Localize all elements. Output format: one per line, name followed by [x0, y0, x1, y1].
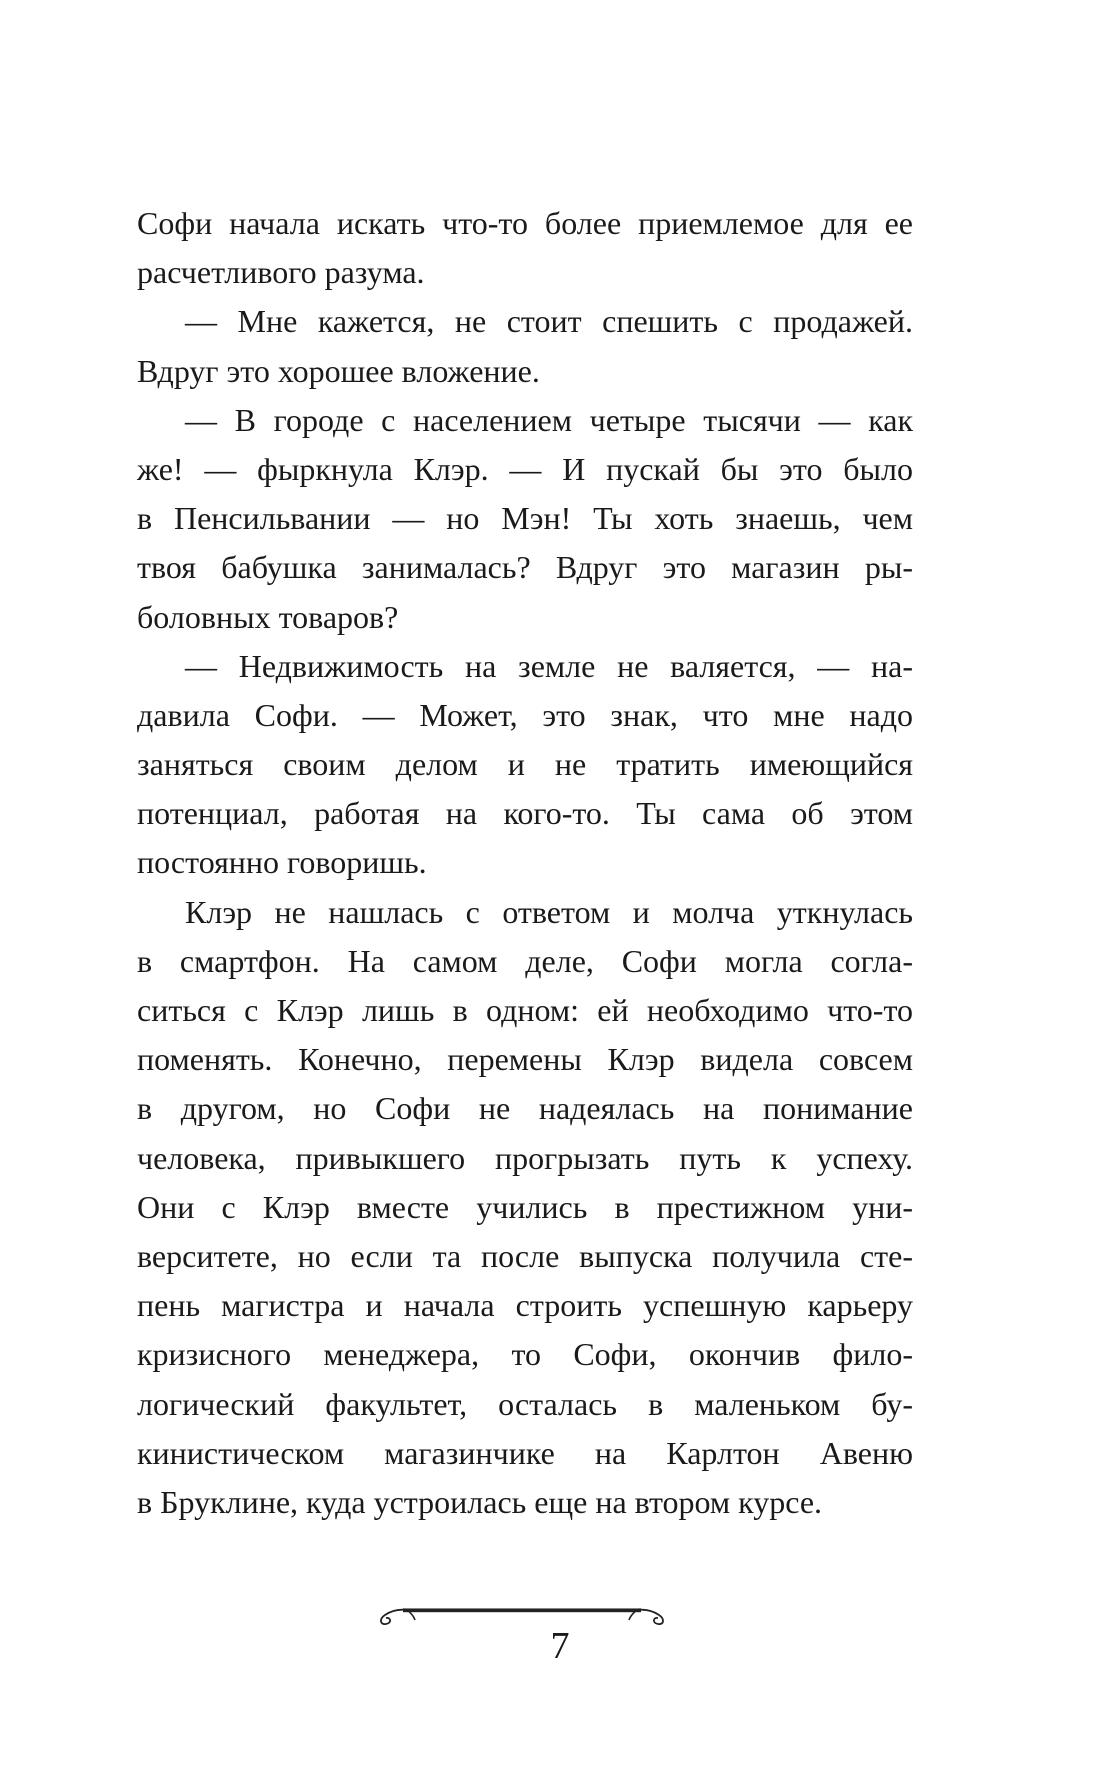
- text-line: в Пенсильвании — но Мэн! Ты хоть знаешь, чем: [137, 500, 913, 537]
- page-body-text: [137, 199, 913, 1527]
- text-line: — Недвижимость на земле не валяется, — на-: [185, 647, 913, 684]
- text-line: Софи начала искать что-то более приемлемое для ее: [137, 205, 913, 241]
- text-line: Они с Клэр вместе учились в престижном уни-: [137, 1188, 913, 1225]
- text-line: давила Софи. — Может, это знак, что мне надо: [137, 696, 913, 733]
- text-line: Вдруг это хорошее вложение.: [137, 352, 540, 389]
- text-line: — В городе с населением четыре тысячи — как: [185, 401, 913, 438]
- text-line: боловных товаров?: [137, 598, 399, 635]
- text-line: твоя бабушка занималась? Вдруг это магазин ры-: [137, 549, 913, 586]
- page-number: 7: [550, 1625, 570, 1667]
- text-line: поменять. Конечно, перемены Клэр видела совсем: [137, 1041, 913, 1078]
- text-line: кризисного менеджера, то Софи, окончив фило-: [137, 1336, 913, 1373]
- text-line: логический факультет, осталась в маленьком бу-: [137, 1385, 913, 1422]
- text-line: в Бруклине, куда устроилась еще на втором курсе.: [137, 1483, 823, 1520]
- text-line: Клэр не нашлась с ответом и молча уткнулась: [185, 893, 913, 930]
- text-line: человека, привыкшего прогрызать путь к успеху.: [137, 1139, 913, 1176]
- text-line: в другом, но Софи не надеялась на понимание: [137, 1090, 913, 1127]
- text-line: верситете, но если та после выпуска получила сте-: [137, 1237, 913, 1274]
- text-line: ситься с Клэр лишь в одном: ей необходимо что-то: [137, 992, 913, 1028]
- text-line: потенциал, работая на кого-то. Ты сама об этом: [137, 795, 913, 832]
- text-line: — Мне кажется, не стоит спешить с продажей.: [185, 303, 913, 340]
- text-line: кинистическом магазинчике на Карлтон Авеню: [137, 1434, 913, 1471]
- text-line: расчетливого разума.: [137, 254, 425, 291]
- text-line: же! — фыркнула Клэр. — И пускай бы это было: [137, 450, 913, 487]
- text-line: заняться своим делом и не тратить имеющийся: [137, 746, 913, 783]
- text-line: пень магистра и начала строить успешную карьеру: [137, 1287, 913, 1324]
- text-line: в смартфон. На самом деле, Софи могла согла-: [137, 942, 913, 979]
- text-line: постоянно говоришь.: [137, 844, 427, 881]
